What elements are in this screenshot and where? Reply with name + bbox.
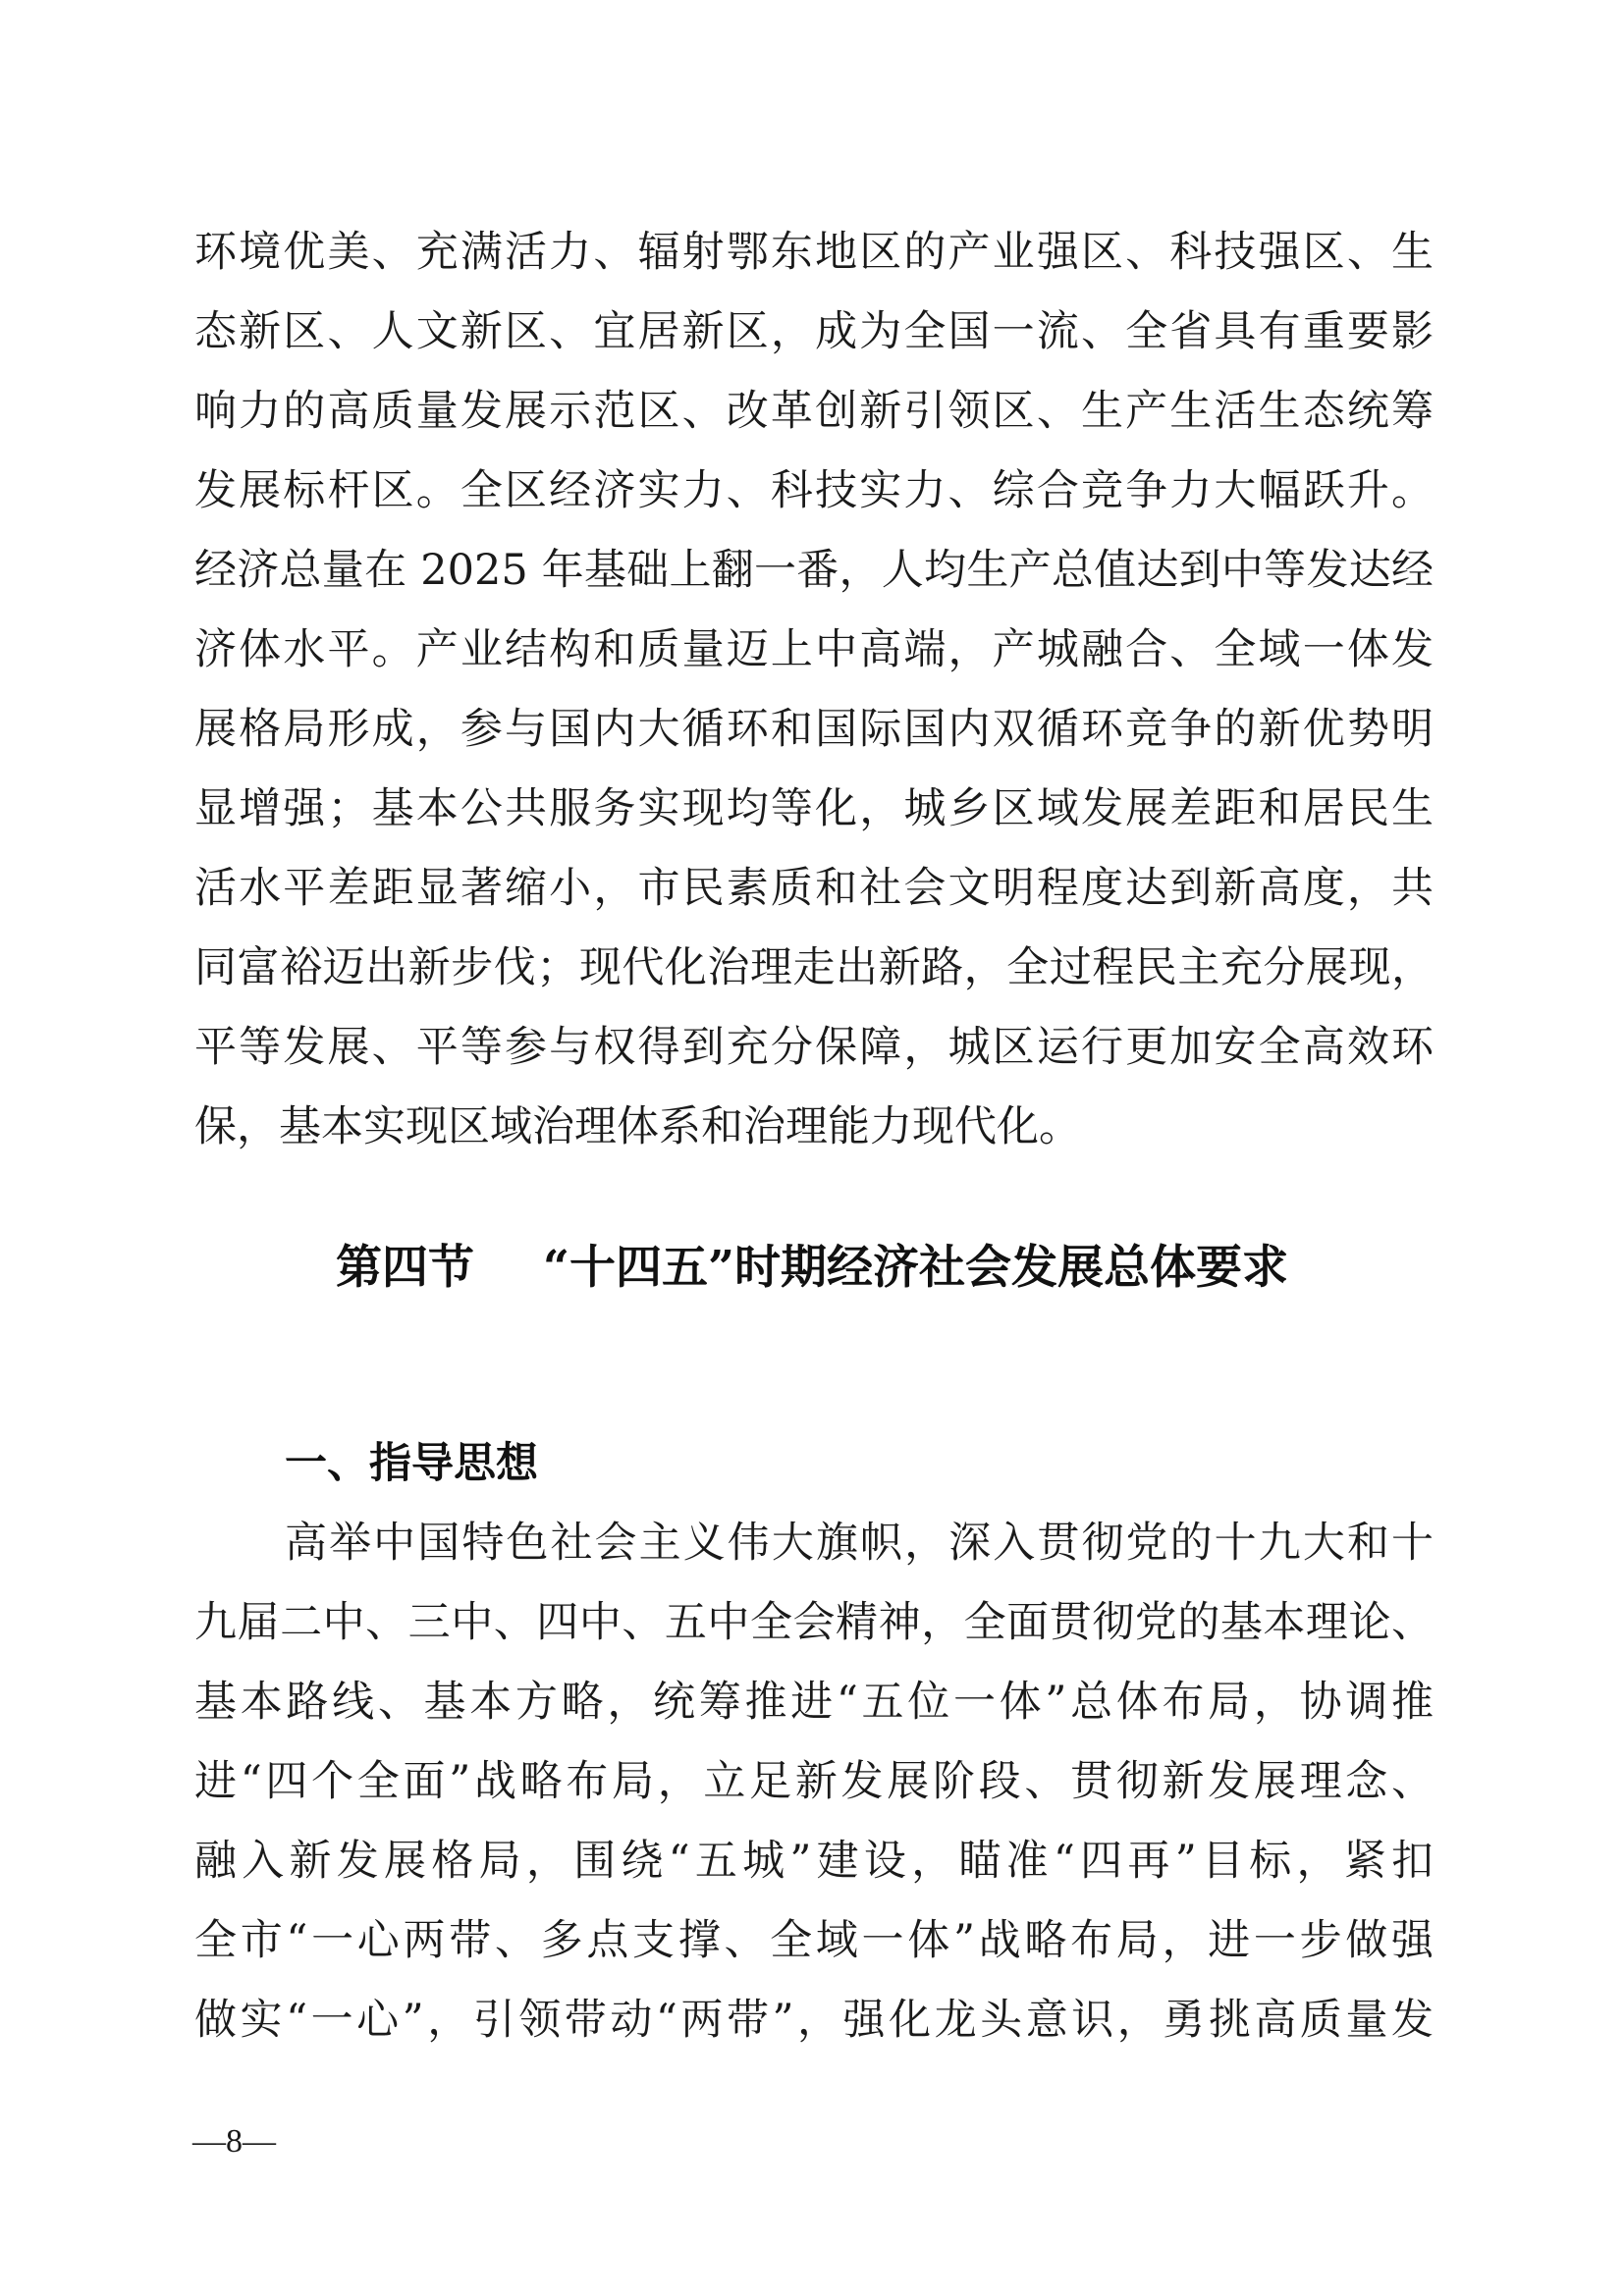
text-line: 九届二中、三中、四中、五中全会精神，全面贯彻党的基本理论、 (194, 1598, 1434, 1647)
text-line: 高举中国特色社会主义伟大旗帜，深入贯彻党的十九大和十 (285, 1519, 1434, 1568)
text-line: 活水平差距显著缩小，市民素质和社会文明程度达到新高度，共 (194, 864, 1434, 913)
text-line: 全市“一心两带、多点支撑、全域一体”战略布局，进一步做强 (194, 1916, 1434, 1965)
page-number: —8— (192, 2123, 276, 2160)
text-line: 做实“一心”，引领带动“两带”，强化龙头意识，勇挑高质量发 (194, 1996, 1434, 2045)
text-line: 融入新发展格局，围绕“五城”建设，瞄准“四再”目标，紧扣 (194, 1837, 1434, 1886)
section-title-text: “十四五”时期经济社会发展总体要求 (542, 1241, 1289, 1295)
text-line: 响力的高质量发展示范区、改革创新引领区、生产生活生态统筹 (194, 387, 1434, 436)
text-line: 态新区、人文新区、宜居新区，成为全国一流、全省具有重要影 (194, 307, 1434, 356)
text-line: 平等发展、平等参与权得到充分保障，城区运行更加安全高效环 (194, 1023, 1434, 1072)
text-line: 环境优美、充满活力、辐射鄂东地区的产业强区、科技强区、生 (194, 228, 1434, 277)
subsection-heading: 一、指导思想 (285, 1439, 538, 1488)
text-line: 经济总量在 2025 年基础上翻一番，人均生产总值达到中等发达经 (194, 546, 1434, 595)
text-line: 显增强；基本公共服务实现均等化，城乡区域发展差距和居民生 (194, 784, 1434, 833)
text-line: 同富裕迈出新步伐；现代化治理走出新路，全过程民主充分展现， (194, 943, 1434, 992)
text-line: 基本路线、基本方略，统筹推进“五位一体”总体布局，协调推 (194, 1678, 1434, 1727)
section-number: 第四节 (335, 1241, 474, 1295)
text-line: 济体水平。产业结构和质量迈上中高端，产城融合、全域一体发 (194, 625, 1434, 674)
text-line: 发展标杆区。全区经济实力、科技实力、综合竞争力大幅跃升。 (194, 466, 1434, 515)
text-line: 进“四个全面”战略布局，立足新发展阶段、贯彻新发展理念、 (194, 1757, 1434, 1806)
section-heading (196, 1229, 1428, 1308)
text-line: 展格局形成，参与国内大循环和国际国内双循环竞争的新优势明 (194, 705, 1434, 754)
text-line: 保，基本实现区域治理体系和治理能力现代化。 (194, 1102, 1081, 1151)
